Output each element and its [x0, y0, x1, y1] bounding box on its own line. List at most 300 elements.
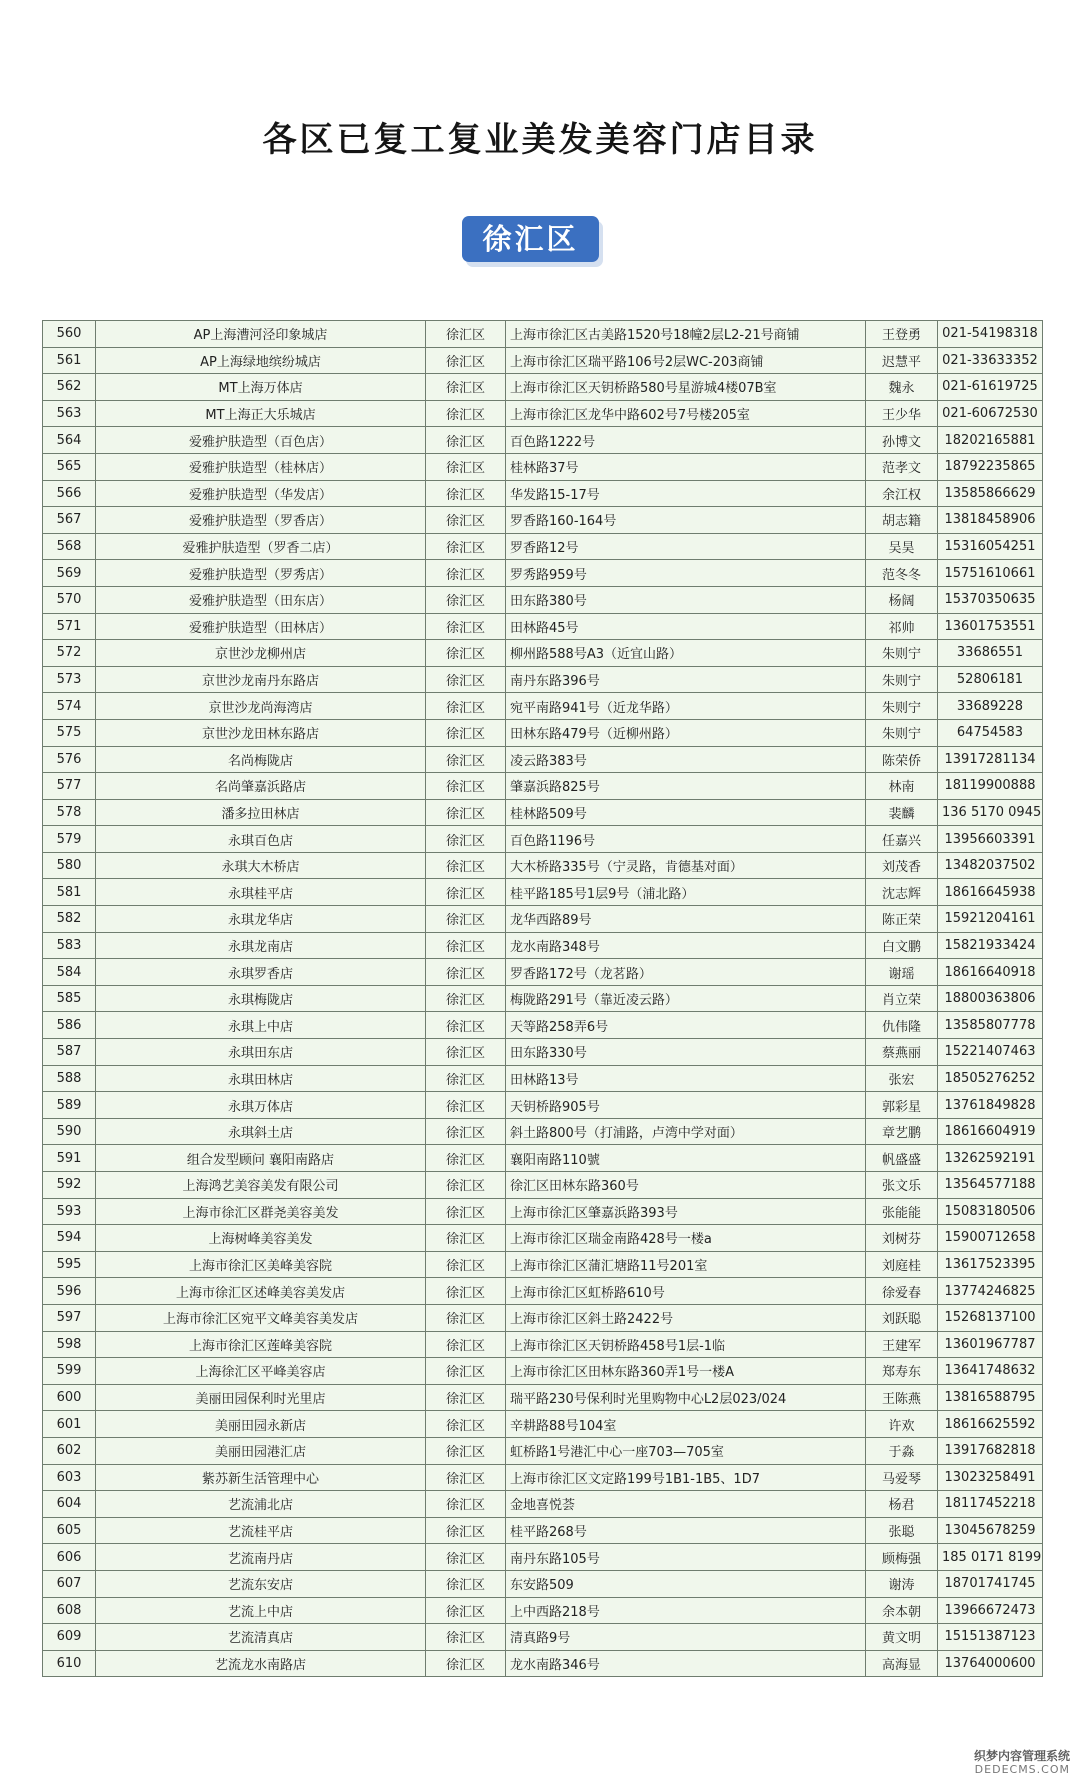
store-address: 上海市徐汇区文定路199号1B1-1B5、1D7: [506, 1464, 866, 1491]
store-contact: 杨阔: [866, 586, 938, 613]
store-district: 徐汇区: [426, 560, 506, 587]
store-number: 610: [43, 1650, 96, 1677]
store-phone: 13262592191: [938, 1145, 1043, 1172]
store-number: 570: [43, 586, 96, 613]
store-phone: 13774246825: [938, 1278, 1043, 1305]
store-contact: 任嘉兴: [866, 826, 938, 853]
store-number: 590: [43, 1118, 96, 1145]
store-name: 爱雅护肤造型（桂林店）: [96, 453, 426, 480]
store-phone: 18616625592: [938, 1411, 1043, 1438]
store-name: 永琪田东店: [96, 1039, 426, 1066]
store-district: 徐汇区: [426, 719, 506, 746]
store-name: 爱雅护肤造型（罗香店）: [96, 507, 426, 534]
table-row: [43, 1092, 1043, 1119]
store-district: 徐汇区: [426, 453, 506, 480]
store-name: 上海市徐汇区宛平文峰美容美发店: [96, 1304, 426, 1331]
store-name: MT上海正大乐城店: [96, 400, 426, 427]
store-contact: 刘茂香: [866, 852, 938, 879]
table-row: [43, 1145, 1043, 1172]
store-number: 581: [43, 879, 96, 906]
store-district: 徐汇区: [426, 427, 506, 454]
store-contact: 仇伟隆: [866, 1012, 938, 1039]
store-name: 美丽田园港汇店: [96, 1437, 426, 1464]
store-name: 名尚肇嘉浜路店: [96, 773, 426, 800]
table-row: [43, 374, 1043, 401]
store-phone: 18616640918: [938, 959, 1043, 986]
store-phone: 52806181: [938, 666, 1043, 693]
store-name: 爱雅护肤造型（华发店）: [96, 480, 426, 507]
store-number: 589: [43, 1092, 96, 1119]
store-name: 紫苏新生活管理中心: [96, 1464, 426, 1491]
table-row: [43, 321, 1043, 348]
store-contact: 裴麟: [866, 799, 938, 826]
store-name: 京世沙龙柳州店: [96, 640, 426, 667]
store-name: 永琪田林店: [96, 1065, 426, 1092]
store-contact: 帆盛盛: [866, 1145, 938, 1172]
store-district: 徐汇区: [426, 613, 506, 640]
store-phone: 15151387123: [938, 1624, 1043, 1651]
store-contact: 张聪: [866, 1517, 938, 1544]
store-address: 罗秀路959号: [506, 560, 866, 587]
store-phone: 021-33633352: [938, 347, 1043, 374]
table-row: [43, 453, 1043, 480]
store-address: 龙水南路346号: [506, 1650, 866, 1677]
store-number: 574: [43, 693, 96, 720]
store-contact: 朱则宁: [866, 640, 938, 667]
store-phone: 13818458906: [938, 507, 1043, 534]
store-contact: 黄文明: [866, 1624, 938, 1651]
store-phone: 021-60672530: [938, 400, 1043, 427]
store-phone: 13601753551: [938, 613, 1043, 640]
store-number: 582: [43, 906, 96, 933]
store-number: 599: [43, 1358, 96, 1385]
store-address: 田东路330号: [506, 1039, 866, 1066]
store-phone: 64754583: [938, 719, 1043, 746]
table-row: [43, 1012, 1043, 1039]
store-district: 徐汇区: [426, 1650, 506, 1677]
store-name: 永琪龙南店: [96, 932, 426, 959]
store-number: 583: [43, 932, 96, 959]
store-name: 上海市徐汇区群尧美容美发: [96, 1198, 426, 1225]
store-name: 永琪万体店: [96, 1092, 426, 1119]
store-address: 天钥桥路905号: [506, 1092, 866, 1119]
store-name: 京世沙龙南丹东路店: [96, 666, 426, 693]
table-row: [43, 1650, 1043, 1677]
store-contact: 张能能: [866, 1198, 938, 1225]
store-contact: 范孝文: [866, 453, 938, 480]
store-number: 588: [43, 1065, 96, 1092]
store-name: 上海市徐汇区述峰美容美发店: [96, 1278, 426, 1305]
store-phone: 13966672473: [938, 1597, 1043, 1624]
table-row: [43, 1384, 1043, 1411]
store-address: 大木桥路335号（宁灵路，肯德基对面）: [506, 852, 866, 879]
store-address: 上海市徐汇区天钥桥路580号星游城4楼07B室: [506, 374, 866, 401]
store-contact: 于淼: [866, 1437, 938, 1464]
store-address: 上海市徐汇区田林东路360弄1号一楼A: [506, 1358, 866, 1385]
store-name: 艺流清真店: [96, 1624, 426, 1651]
store-address: 梅陇路291号（靠近凌云路）: [506, 985, 866, 1012]
store-contact: 肖立荣: [866, 985, 938, 1012]
store-address: 桂林路509号: [506, 799, 866, 826]
store-contact: 杨君: [866, 1491, 938, 1518]
store-contact: 张宏: [866, 1065, 938, 1092]
store-address: 田林路13号: [506, 1065, 866, 1092]
store-phone: 13761849828: [938, 1092, 1043, 1119]
store-district: 徐汇区: [426, 1145, 506, 1172]
store-phone: 33689228: [938, 693, 1043, 720]
store-address: 上海市徐汇区蒲汇塘路11号201室: [506, 1251, 866, 1278]
table-row: [43, 959, 1043, 986]
store-district: 徐汇区: [426, 1172, 506, 1199]
store-address: 上海市徐汇区瑞金南路428号一楼a: [506, 1225, 866, 1252]
store-contact: 余本朝: [866, 1597, 938, 1624]
store-table-body: [43, 321, 1043, 1677]
store-number: 608: [43, 1597, 96, 1624]
store-district: 徐汇区: [426, 1198, 506, 1225]
table-row: [43, 826, 1043, 853]
store-contact: 郑寿东: [866, 1358, 938, 1385]
store-phone: 18202165881: [938, 427, 1043, 454]
store-phone: 18117452218: [938, 1491, 1043, 1518]
store-district: 徐汇区: [426, 746, 506, 773]
store-phone: 13641748632: [938, 1358, 1043, 1385]
store-district: 徐汇区: [426, 1437, 506, 1464]
store-address: 上海市徐汇区龙华中路602号7号楼205室: [506, 400, 866, 427]
store-address: 田东路380号: [506, 586, 866, 613]
store-contact: 王陈燕: [866, 1384, 938, 1411]
table-row: [43, 1544, 1043, 1571]
table-row: [43, 400, 1043, 427]
store-phone: 13023258491: [938, 1464, 1043, 1491]
store-district: 徐汇区: [426, 852, 506, 879]
store-phone: 15268137100: [938, 1304, 1043, 1331]
store-district: 徐汇区: [426, 1464, 506, 1491]
store-name: 爱雅护肤造型（百色店）: [96, 427, 426, 454]
store-contact: 沈志辉: [866, 879, 938, 906]
store-district: 徐汇区: [426, 1544, 506, 1571]
store-district: 徐汇区: [426, 799, 506, 826]
store-phone: 15370350635: [938, 586, 1043, 613]
store-contact: 谢瑶: [866, 959, 938, 986]
store-phone: 18792235865: [938, 453, 1043, 480]
store-number: 584: [43, 959, 96, 986]
store-phone: 13764000600: [938, 1650, 1043, 1677]
table-row: [43, 480, 1043, 507]
store-district: 徐汇区: [426, 666, 506, 693]
store-address: 田林东路479号（近柳州路）: [506, 719, 866, 746]
store-address: 罗香路160-164号: [506, 507, 866, 534]
store-address: 宛平南路941号（近龙华路）: [506, 693, 866, 720]
store-phone: 13564577188: [938, 1172, 1043, 1199]
store-phone: 15221407463: [938, 1039, 1043, 1066]
store-contact: 朱则宁: [866, 693, 938, 720]
table-row: [43, 1464, 1043, 1491]
store-contact: 王少华: [866, 400, 938, 427]
store-number: 600: [43, 1384, 96, 1411]
store-phone: 13585807778: [938, 1012, 1043, 1039]
table-row: [43, 1358, 1043, 1385]
store-contact: 刘树芬: [866, 1225, 938, 1252]
store-contact: 吴昊: [866, 533, 938, 560]
store-name: 名尚梅陇店: [96, 746, 426, 773]
store-number: 577: [43, 773, 96, 800]
store-phone: 18616645938: [938, 879, 1043, 906]
store-address: 南丹东路396号: [506, 666, 866, 693]
store-name: 爱雅护肤造型（田林店）: [96, 613, 426, 640]
table-row: [43, 1278, 1043, 1305]
store-district: 徐汇区: [426, 826, 506, 853]
store-number: 606: [43, 1544, 96, 1571]
store-name: 永琪上中店: [96, 1012, 426, 1039]
store-address: 辛耕路88号104室: [506, 1411, 866, 1438]
store-name: 永琪斜土店: [96, 1118, 426, 1145]
store-contact: 章艺鹏: [866, 1118, 938, 1145]
store-address: 上海市徐汇区虹桥路610号: [506, 1278, 866, 1305]
table-row: [43, 746, 1043, 773]
store-number: 567: [43, 507, 96, 534]
table-row: [43, 1597, 1043, 1624]
table-row: [43, 507, 1043, 534]
store-number: 593: [43, 1198, 96, 1225]
store-name: 上海鸿艺美容美发有限公司: [96, 1172, 426, 1199]
watermark: [960, 1749, 1070, 1777]
store-district: 徐汇区: [426, 959, 506, 986]
store-number: 591: [43, 1145, 96, 1172]
store-contact: 王建军: [866, 1331, 938, 1358]
store-phone: 15083180506: [938, 1198, 1043, 1225]
table-row: [43, 693, 1043, 720]
store-phone: 021-61619725: [938, 374, 1043, 401]
store-name: 潘多拉田林店: [96, 799, 426, 826]
store-number: 563: [43, 400, 96, 427]
store-number: 586: [43, 1012, 96, 1039]
store-district: 徐汇区: [426, 1118, 506, 1145]
store-phone: 33686551: [938, 640, 1043, 667]
store-phone: 13617523395: [938, 1251, 1043, 1278]
store-number: 605: [43, 1517, 96, 1544]
store-number: 575: [43, 719, 96, 746]
table-row: [43, 1039, 1043, 1066]
table-row: [43, 879, 1043, 906]
store-district: 徐汇区: [426, 533, 506, 560]
store-address: 金地喜悦荟: [506, 1491, 866, 1518]
store-district: 徐汇区: [426, 1225, 506, 1252]
store-number: 572: [43, 640, 96, 667]
store-phone: 15316054251: [938, 533, 1043, 560]
store-address: 襄阳南路110號: [506, 1145, 866, 1172]
store-name: 永琪龙华店: [96, 906, 426, 933]
store-number: 565: [43, 453, 96, 480]
store-district: 徐汇区: [426, 480, 506, 507]
store-contact: 林南: [866, 773, 938, 800]
store-address: 龙水南路348号: [506, 932, 866, 959]
store-contact: 朱则宁: [866, 666, 938, 693]
store-address: 百色路1222号: [506, 427, 866, 454]
store-name: 爱雅护肤造型（罗香二店）: [96, 533, 426, 560]
store-number: 566: [43, 480, 96, 507]
store-phone: 18616604919: [938, 1118, 1043, 1145]
store-name: 上海市徐汇区美峰美容院: [96, 1251, 426, 1278]
store-district: 徐汇区: [426, 1491, 506, 1518]
store-address: 桂平路185号1层9号（浦北路）: [506, 879, 866, 906]
store-district: 徐汇区: [426, 932, 506, 959]
table-row: [43, 1304, 1043, 1331]
store-number: 585: [43, 985, 96, 1012]
store-address: 桂林路37号: [506, 453, 866, 480]
store-number: 561: [43, 347, 96, 374]
store-district: 徐汇区: [426, 321, 506, 348]
store-number: 560: [43, 321, 96, 348]
store-number: 596: [43, 1278, 96, 1305]
store-contact: 祁帅: [866, 613, 938, 640]
store-name: 上海徐汇区平峰美容店: [96, 1358, 426, 1385]
table-row: [43, 799, 1043, 826]
store-number: 601: [43, 1411, 96, 1438]
store-phone: 18800363806: [938, 985, 1043, 1012]
store-contact: 郭彩星: [866, 1092, 938, 1119]
table-row: [43, 1118, 1043, 1145]
store-number: 576: [43, 746, 96, 773]
store-phone: 13917281134: [938, 746, 1043, 773]
table-row: [43, 906, 1043, 933]
store-number: 597: [43, 1304, 96, 1331]
store-name: 艺流南丹店: [96, 1544, 426, 1571]
store-number: 598: [43, 1331, 96, 1358]
store-district: 徐汇区: [426, 985, 506, 1012]
store-phone: 15900712658: [938, 1225, 1043, 1252]
table-row: [43, 1198, 1043, 1225]
store-phone: 136 5170 0945: [938, 799, 1043, 826]
table-row: [43, 1491, 1043, 1518]
store-contact: 刘庭桂: [866, 1251, 938, 1278]
table-row: [43, 427, 1043, 454]
store-address: 徐汇区田林东路360号: [506, 1172, 866, 1199]
store-address: 田林路45号: [506, 613, 866, 640]
store-phone: 15751610661: [938, 560, 1043, 587]
store-address: 上海市徐汇区肇嘉浜路393号: [506, 1198, 866, 1225]
store-contact: 高海显: [866, 1650, 938, 1677]
table-row: [43, 932, 1043, 959]
store-address: 上海市徐汇区斜土路2422号: [506, 1304, 866, 1331]
store-phone: 13816588795: [938, 1384, 1043, 1411]
store-contact: 陈正荣: [866, 906, 938, 933]
store-district: 徐汇区: [426, 1597, 506, 1624]
table-row: [43, 985, 1043, 1012]
store-address: 上海市徐汇区天钥桥路458号1层-1临: [506, 1331, 866, 1358]
store-name: 上海树峰美容美发: [96, 1225, 426, 1252]
store-address: 上中西路218号: [506, 1597, 866, 1624]
store-number: 609: [43, 1624, 96, 1651]
store-district: 徐汇区: [426, 1411, 506, 1438]
table-row: [43, 1624, 1043, 1651]
store-district: 徐汇区: [426, 773, 506, 800]
store-phone: 18119900888: [938, 773, 1043, 800]
table-row: [43, 1225, 1043, 1252]
store-district: 徐汇区: [426, 347, 506, 374]
store-district: 徐汇区: [426, 640, 506, 667]
store-address: 斜土路800号（打浦路，卢湾中学对面）: [506, 1118, 866, 1145]
store-name: 京世沙龙田林东路店: [96, 719, 426, 746]
store-name: 爱雅护肤造型（罗秀店）: [96, 560, 426, 587]
store-district: 徐汇区: [426, 1039, 506, 1066]
table-row: [43, 666, 1043, 693]
store-address: 罗香路172号（龙茗路）: [506, 959, 866, 986]
store-contact: 顾梅强: [866, 1544, 938, 1571]
table-row: [43, 586, 1043, 613]
store-district: 徐汇区: [426, 1331, 506, 1358]
store-number: 602: [43, 1437, 96, 1464]
store-number: 571: [43, 613, 96, 640]
store-district: 徐汇区: [426, 1384, 506, 1411]
store-phone: 185 0171 8199: [938, 1544, 1043, 1571]
store-address: 上海市徐汇区瑞平路106号2层WC-203商铺: [506, 347, 866, 374]
watermark-text: 织梦内容管理系统: [973, 1749, 1070, 1763]
store-phone: 021-54198318: [938, 321, 1043, 348]
store-name: 永琪罗香店: [96, 959, 426, 986]
store-name: 永琪大木桥店: [96, 852, 426, 879]
store-name: 美丽田园永新店: [96, 1411, 426, 1438]
table-row: [43, 1570, 1043, 1597]
store-address: 百色路1196号: [506, 826, 866, 853]
store-phone: 18505276252: [938, 1065, 1043, 1092]
table-row: [43, 347, 1043, 374]
store-district: 徐汇区: [426, 1065, 506, 1092]
store-address: 上海市徐汇区古美路1520号18幢2层L2-21号商铺: [506, 321, 866, 348]
store-address: 瑞平路230号保利时光里购物中心L2层023/024: [506, 1384, 866, 1411]
store-name: 上海市徐汇区莲峰美容院: [96, 1331, 426, 1358]
store-contact: 马爱琴: [866, 1464, 938, 1491]
store-address: 南丹东路105号: [506, 1544, 866, 1571]
store-address: 华发路15-17号: [506, 480, 866, 507]
store-table: [42, 320, 1043, 1677]
store-name: AP上海绿地缤纷城店: [96, 347, 426, 374]
store-name: 艺流桂平店: [96, 1517, 426, 1544]
table-row: [43, 533, 1043, 560]
table-row: [43, 773, 1043, 800]
store-number: 568: [43, 533, 96, 560]
store-district: 徐汇区: [426, 1092, 506, 1119]
table-row: [43, 1251, 1043, 1278]
store-contact: 陈荣侨: [866, 746, 938, 773]
store-number: 579: [43, 826, 96, 853]
store-contact: 孙博文: [866, 427, 938, 454]
store-name: 永琪百色店: [96, 826, 426, 853]
table-row: [43, 560, 1043, 587]
store-district: 徐汇区: [426, 879, 506, 906]
store-district: 徐汇区: [426, 507, 506, 534]
store-name: 京世沙龙尚海湾店: [96, 693, 426, 720]
store-address: 凌云路383号: [506, 746, 866, 773]
store-address: 虹桥路1号港汇中心一座703—705室: [506, 1437, 866, 1464]
store-name: 艺流上中店: [96, 1597, 426, 1624]
store-number: 607: [43, 1570, 96, 1597]
store-address: 肇嘉浜路825号: [506, 773, 866, 800]
store-number: 578: [43, 799, 96, 826]
store-number: 595: [43, 1251, 96, 1278]
store-contact: 刘跃聪: [866, 1304, 938, 1331]
store-district: 徐汇区: [426, 1251, 506, 1278]
table-row: [43, 719, 1043, 746]
store-phone: 13917682818: [938, 1437, 1043, 1464]
table-row: [43, 613, 1043, 640]
store-name: MT上海万体店: [96, 374, 426, 401]
store-name: 永琪梅陇店: [96, 985, 426, 1012]
store-contact: 徐爱春: [866, 1278, 938, 1305]
store-phone: 13956603391: [938, 826, 1043, 853]
table-row: [43, 640, 1043, 667]
store-address: 东安路509: [506, 1570, 866, 1597]
table-row: [43, 1517, 1043, 1544]
